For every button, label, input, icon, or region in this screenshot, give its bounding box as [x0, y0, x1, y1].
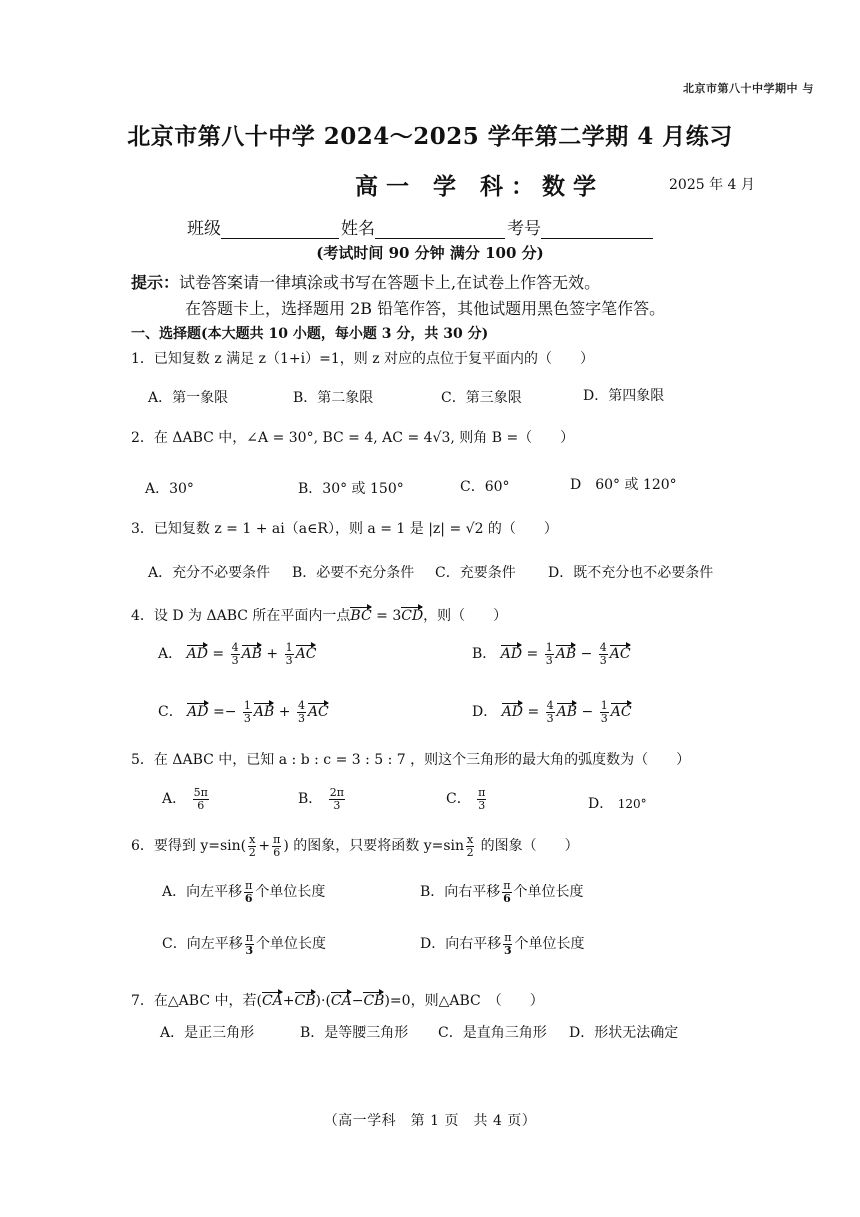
numerator: π — [273, 833, 281, 846]
q6-frac-x-2b — [466, 834, 474, 858]
denominator: 2 — [466, 845, 474, 859]
q5-a-frac — [193, 787, 209, 811]
q4-a-vec-ac: AC — [295, 646, 317, 663]
q6-option-a — [162, 880, 325, 904]
q4-b-eq: = — [526, 646, 539, 663]
q6-stem-mid: ) 的图象，只要将函数 y=sin — [283, 838, 465, 855]
q4-c-vec-ac: AC — [307, 704, 329, 721]
q4-vec-bc: BC — [350, 608, 372, 624]
q4-d-frac-1 — [546, 700, 555, 724]
q5-option-c — [446, 787, 488, 811]
numerator: x — [249, 833, 256, 846]
q7-vec-ca: CA — [261, 993, 283, 1009]
q3-option-d: D．既不充分也不必要条件 — [548, 565, 714, 581]
q5-d-label: D． — [588, 796, 614, 812]
question-4-stem — [131, 605, 507, 625]
q1-option-d: D．第四象限 — [583, 388, 665, 404]
q5-b-frac — [329, 787, 345, 811]
student-info-row — [187, 214, 655, 239]
denominator: 6 — [197, 798, 205, 812]
q4-a-frac-1 — [231, 642, 240, 666]
exam-date: 2025 年 4 月 — [669, 177, 755, 193]
time-note: (考试时间 90 分钟 满分 100 分) — [316, 244, 544, 262]
denominator: 3 — [243, 711, 251, 725]
question-5-stem: 5．在 ΔABC 中，已知 a : b : c = 3 : 5 : 7 ，则这个三角形的最大角的弧度数为（ ） — [131, 752, 691, 768]
question-7-stem — [131, 990, 544, 1010]
q4-b-frac-2 — [599, 642, 608, 666]
q6-c-unit: 个单位长度 — [255, 936, 326, 953]
tips-line-2: 在答题卡上，选择题用 2B 铅笔作答，其他试题用黑色签字笔作答。 — [185, 299, 666, 318]
q6-stem-pre: 6．要得到 y=sin( — [131, 838, 247, 855]
numerator: π — [245, 879, 253, 892]
denominator: 3 — [297, 711, 305, 725]
tips-line-1 — [131, 270, 600, 293]
q4-a-label: A． — [158, 646, 183, 663]
q4-option-a — [158, 642, 316, 666]
q7-vec-cb-2: CB — [363, 993, 385, 1009]
numerator: 4 — [297, 699, 305, 712]
class-blank[interactable] — [221, 220, 339, 239]
subject-heading: 高一 学 科：数学 — [355, 173, 605, 200]
tips-text-1: 试卷答案请一律填涂或书写在答题卡上,在试卷上作答无效。 — [179, 273, 601, 292]
q5-option-b — [298, 787, 347, 811]
q6-stem-post: 的图象（ ） — [476, 838, 579, 855]
q4-c-plus: + — [278, 704, 291, 721]
q1-option-c: C．第三象限 — [441, 390, 522, 406]
tips-label: 提示： — [131, 273, 180, 292]
id-label: 考号 — [507, 219, 541, 239]
q5-c-label: C． — [446, 791, 471, 808]
q6-a-unit: 个单位长度 — [255, 884, 326, 901]
q5-c-frac — [477, 787, 486, 811]
q4-c-frac-2 — [297, 700, 306, 724]
q6-a-frac — [244, 880, 253, 904]
q6-b-pre: B．向右平移 — [420, 884, 501, 901]
q6-frac-pi-6 — [272, 834, 281, 858]
numerator: x — [467, 833, 474, 846]
denominator: 6 — [273, 845, 281, 859]
q7-option-b: B．是等腰三角形 — [300, 1025, 409, 1041]
q4-d-vec-ac: AC — [610, 704, 632, 721]
q4-stem-pre: 4．设 D 为 ΔABC 所在平面内一点 — [131, 608, 351, 624]
q5-option-a — [162, 787, 211, 811]
page-footer: （高一学科 第 1 页 共 4 页） — [323, 1113, 537, 1129]
q4-c-neg: − — [224, 704, 237, 721]
q6-option-d — [420, 932, 584, 956]
denominator: 3 — [231, 653, 239, 667]
question-1-stem: 1．已知复数 z 满足 z（1+i）=1，则 z 对应的点位于复平面内的（ ） — [131, 351, 595, 367]
numerator: π — [503, 879, 511, 892]
q5-b-label: B． — [298, 791, 323, 808]
q7-stem-pre: 7．在△ABC 中，若( — [131, 993, 262, 1009]
q4-d-minus: − — [581, 704, 594, 721]
q4-b-vec-ac: AC — [609, 646, 631, 663]
q4-vec-cd: CD — [401, 608, 424, 624]
q4-d-frac-2 — [600, 700, 609, 724]
q6-b-frac — [502, 880, 511, 904]
q7-option-c: C．是直角三角形 — [438, 1025, 547, 1041]
q4-b-vec-ab: AB — [555, 646, 577, 663]
q4-b-minus: − — [580, 646, 593, 663]
q7-option-a: A．是正三角形 — [160, 1025, 255, 1041]
q6-a-pre: A．向左平移 — [162, 884, 243, 901]
q4-a-vec-ab: AB — [241, 646, 262, 663]
q6-option-c — [162, 932, 326, 956]
question-2-stem: 2．在 ΔABC 中，∠A = 30°, BC = 4, AC = 4√3, 则角 B =（ ） — [131, 430, 575, 446]
q4-a-vec-ad: AD — [186, 646, 208, 663]
q1-option-a: A．第一象限 — [148, 390, 229, 406]
question-3-stem: 3．已知复数 z = 1 + ai（a∈R），则 a = 1 是 |z| = √2 的（ ） — [131, 521, 558, 537]
q4-a-plus: + — [266, 646, 279, 663]
denominator: 3 — [504, 943, 512, 957]
q4-d-label: D． — [472, 704, 498, 721]
q6-plus: + — [258, 838, 271, 855]
denominator: 2 — [248, 845, 256, 859]
q4-a-frac-2 — [285, 642, 294, 666]
q4-stem-mid: = 3 — [371, 608, 402, 624]
q4-option-c — [158, 700, 329, 724]
q7-option-d: D．形状无法确定 — [569, 1025, 679, 1041]
q4-c-vec-ab: AB — [253, 704, 275, 721]
numerator: 2π — [329, 786, 344, 799]
q6-d-frac — [503, 932, 512, 956]
q4-d-vec-ab: AB — [556, 704, 578, 721]
q4-a-eq: = — [212, 646, 225, 663]
q7-plus: + — [282, 993, 295, 1009]
numerator: π — [245, 931, 253, 944]
q7-minus: − — [351, 993, 364, 1009]
q3-option-a: A．充分不必要条件 — [148, 565, 271, 581]
numerator: 4 — [231, 641, 239, 654]
name-label: 姓名 — [341, 219, 375, 239]
q4-option-d — [472, 700, 632, 724]
q4-c-frac-1 — [243, 700, 252, 724]
q2-option-c: C．60° — [460, 479, 510, 495]
denominator: 3 — [333, 798, 341, 812]
q4-c-vec-ad: AD — [187, 704, 209, 721]
denominator: 3 — [546, 711, 554, 725]
q6-d-unit: 个单位长度 — [514, 936, 585, 953]
denominator: 3 — [478, 798, 486, 812]
denominator: 6 — [244, 891, 253, 905]
denominator: 3 — [545, 653, 553, 667]
school-stamp: 北京市第八十中学期中 与 — [683, 82, 814, 95]
q4-b-frac-1 — [545, 642, 554, 666]
q6-frac-x-2 — [248, 834, 256, 858]
q7-stem-post: )=0，则△ABC （ ） — [384, 993, 544, 1009]
q4-stem-post: ，则（ ） — [423, 608, 508, 624]
q4-b-label: B． — [472, 646, 497, 663]
q1-option-b: B．第二象限 — [293, 390, 374, 406]
id-blank[interactable] — [541, 220, 653, 239]
numerator: 1 — [285, 641, 293, 654]
numerator: π — [504, 931, 512, 944]
q7-vec-ca-2: CA — [330, 993, 352, 1009]
q5-d-value: 120° — [617, 797, 647, 811]
numerator: 1 — [243, 699, 251, 712]
q4-option-b — [472, 642, 631, 666]
q3-option-b: B．必要不充分条件 — [292, 565, 415, 581]
q5-a-label: A． — [162, 791, 187, 808]
numerator: 4 — [546, 699, 554, 712]
q6-b-unit: 个单位长度 — [513, 884, 584, 901]
q4-d-vec-ad: AD — [501, 704, 524, 721]
q3-option-c: C．充要条件 — [435, 565, 516, 581]
q4-b-vec-ad: AD — [500, 646, 523, 663]
q6-option-b — [420, 880, 584, 904]
exam-title: 北京市第八十中学 2024～2025 学年第二学期 4 月练习 — [127, 123, 733, 150]
denominator: 3 — [599, 653, 607, 667]
class-label: 班级 — [187, 219, 221, 239]
question-6-stem — [131, 834, 579, 858]
numerator: 1 — [545, 641, 553, 654]
q2-option-d: D 60° 或 120° — [570, 477, 677, 493]
denominator: 3 — [245, 943, 254, 957]
q6-c-pre: C．向左平移 — [162, 936, 243, 953]
numerator: π — [478, 786, 486, 799]
q6-d-pre: D．向右平移 — [420, 936, 502, 953]
q4-d-eq: = — [527, 704, 540, 721]
name-blank[interactable] — [375, 220, 505, 239]
q7-dot: )·( — [315, 993, 331, 1009]
section-heading: 一、选择题(本大题共 10 小题，每小题 3 分，共 30 分) — [131, 326, 489, 342]
q4-c-eq: = — [212, 704, 225, 721]
denominator: 3 — [285, 653, 293, 667]
numerator: 5π — [193, 786, 208, 799]
q5-option-d — [588, 793, 647, 813]
q7-vec-cb: CB — [294, 993, 316, 1009]
q6-c-frac — [245, 932, 254, 956]
denominator: 3 — [600, 711, 608, 725]
numerator: 1 — [600, 699, 608, 712]
q2-option-b: B．30° 或 150° — [298, 481, 404, 497]
numerator: 4 — [599, 641, 607, 654]
denominator: 6 — [503, 891, 511, 905]
q2-option-a: A．30° — [145, 481, 194, 497]
q4-c-label: C． — [158, 704, 183, 721]
